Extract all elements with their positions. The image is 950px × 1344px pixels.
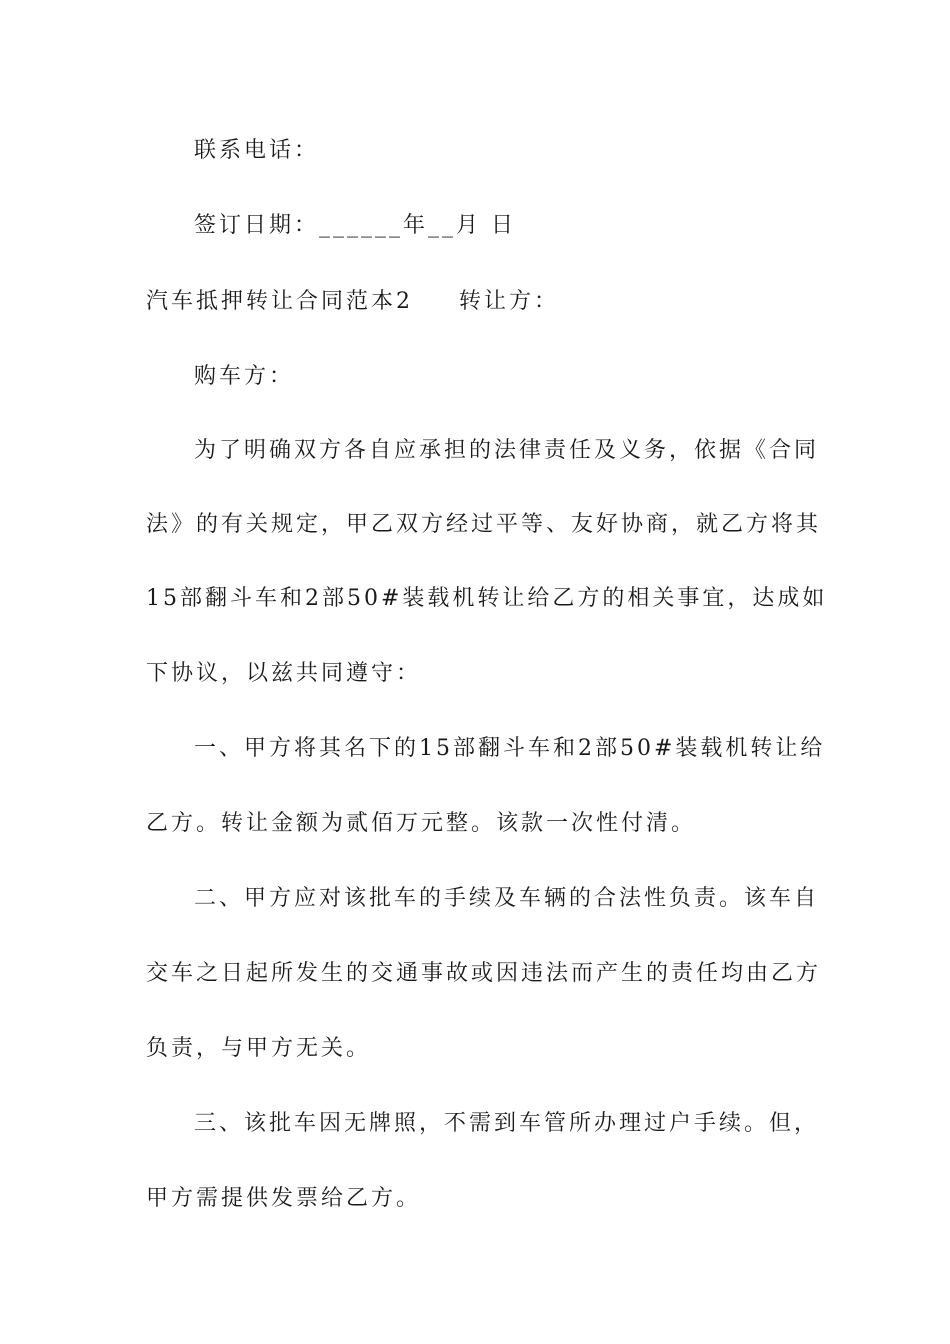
contact-phone-line: 联系电话： [194, 138, 320, 163]
clause-two-line: 交车之日起所发生的交通事故或因违法而产生的责任均由乙方 [146, 961, 822, 986]
signing-date-line: 签订日期：______年__月 日 [194, 213, 516, 238]
paragraph-line: 法》的有关规定，甲乙双方经过平等、友好协商，就乙方将其 [146, 512, 822, 537]
title-row [146, 287, 806, 317]
clause-one-line: 乙方。转让金额为贰佰万元整。该款一次性付清。 [146, 811, 697, 836]
paragraph-line: 15部翻斗车和2部50#装载机转让给乙方的相关事宜，达成如 [146, 586, 828, 611]
clause-three-line: 三、该批车因无牌照，不需到车管所办理过户手续。但， [194, 1111, 820, 1136]
paragraph-line: 下协议，以兹共同遵守： [146, 661, 422, 686]
clause-two-line: 二、甲方应对该批车的手续及车辆的合法性负责。该车自 [194, 886, 820, 911]
clause-one-line: 一、甲方将其名下的15部翻斗车和2部50#装载机转让给 [194, 736, 826, 761]
contract-title: 汽车抵押转让合同范本2 [146, 289, 413, 314]
paragraph-line: 为了明确双方各自应承担的法律责任及义务，依据《合同 [194, 438, 820, 463]
buyer-label: 购车方： [194, 364, 295, 389]
clause-two-line: 负责，与甲方无关。 [146, 1036, 372, 1061]
clause-three-line: 甲方需提供发票给乙方。 [146, 1186, 422, 1211]
transferor-label: 转让方： [459, 289, 560, 314]
